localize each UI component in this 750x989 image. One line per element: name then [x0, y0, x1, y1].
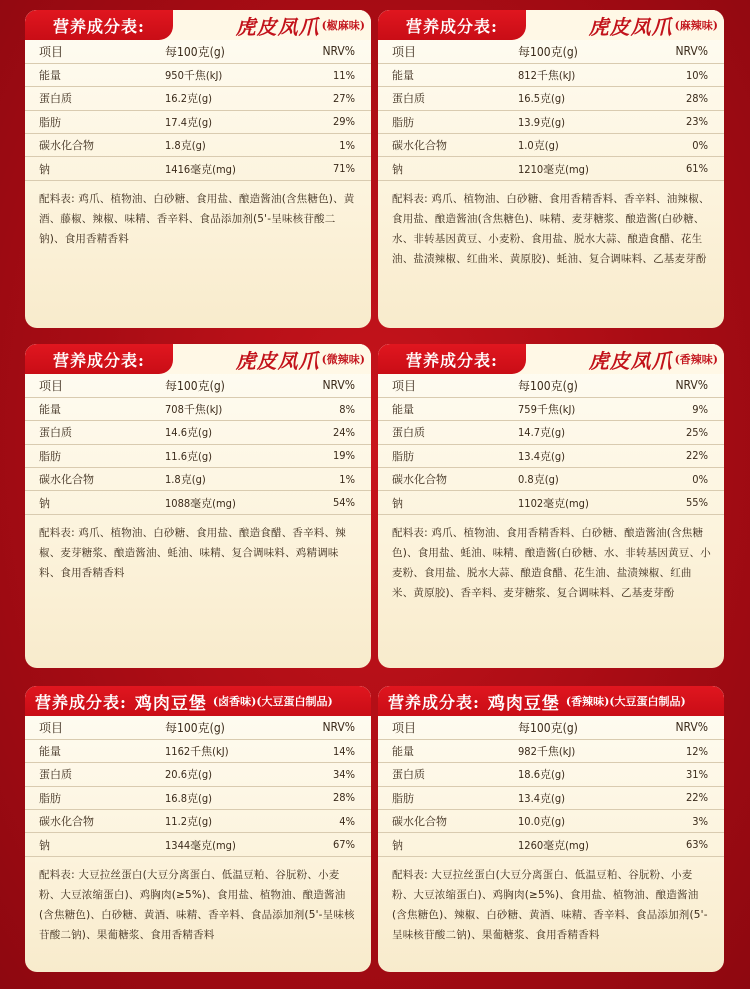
table-row: [378, 421, 724, 444]
nutrition-table: [378, 40, 724, 181]
row-value: 812千焦(kJ): [498, 63, 645, 86]
ingredients-label: 配料表:: [392, 868, 428, 881]
row-item: 碳水化合物: [378, 134, 498, 157]
table-row: [378, 491, 724, 514]
nutrition-card-5: [25, 686, 371, 972]
product-category: (大豆蛋白制品): [609, 695, 686, 708]
ingredients-text: 大豆拉丝蛋白(大豆分离蛋白、低温豆粕、谷朊粉、小麦粉、大豆浓缩蛋白)、鸡胸肉(≥5%)、食用盐、植物油、酿造酱油(含焦糖色)、辣椒、白砂糖、黄酒、味精、香辛料、食品添加剂(5'-呈味核苷酸二钠)、果葡糖浆、食用香精香料: [392, 868, 708, 941]
row-nrv: 67%: [292, 833, 371, 856]
table-row: [25, 833, 371, 856]
ingredients-text: 鸡爪、植物油、白砂糖、食用盐、酿造食醋、香辛料、辣椒、麦芽糖浆、酿造酱油、蚝油、味精、复合调味料、鸡精调味料、食用香精香料: [39, 526, 346, 579]
ingredients-label: 配料表:: [392, 526, 428, 539]
row-nrv: 0%: [645, 468, 724, 491]
table-row: [378, 87, 724, 110]
table-row: [378, 397, 724, 420]
row-item: 蛋白质: [25, 87, 145, 110]
row-value: 1210毫克(mg): [498, 157, 645, 180]
col-per100g: 每100克(g): [498, 374, 645, 397]
row-nrv: 28%: [645, 87, 724, 110]
row-item: 碳水化合物: [25, 134, 145, 157]
row-nrv: 22%: [645, 444, 724, 467]
col-per100g: 每100克(g): [498, 40, 645, 63]
row-value: 1088毫克(mg): [145, 491, 292, 514]
product-flavor: (椒麻味): [321, 19, 365, 32]
row-value: 18.6克(g): [498, 763, 645, 786]
table-header-row: [25, 40, 371, 63]
table-row: [378, 833, 724, 856]
col-item: 项目: [378, 40, 498, 63]
card-header: [378, 344, 724, 374]
header-label: 营养成分表:: [53, 350, 145, 370]
row-item: 蛋白质: [378, 421, 498, 444]
col-per100g: 每100克(g): [498, 716, 645, 739]
row-nrv: 19%: [292, 444, 371, 467]
table-row: [25, 397, 371, 420]
row-value: 759千焦(kJ): [498, 397, 645, 420]
row-nrv: 24%: [292, 421, 371, 444]
row-nrv: 0%: [645, 134, 724, 157]
ingredients-label: 配料表:: [39, 192, 75, 205]
row-nrv: 1%: [292, 468, 371, 491]
row-value: 1344毫克(mg): [145, 833, 292, 856]
table-row: [25, 491, 371, 514]
product-title: [579, 344, 718, 374]
nutrition-card-1: [25, 10, 371, 328]
row-nrv: 9%: [645, 397, 724, 420]
row-item: 脂肪: [25, 444, 145, 467]
row-value: 1.8克(g): [145, 468, 292, 491]
card-header: [25, 344, 371, 374]
table-row: [378, 444, 724, 467]
table-row: [378, 134, 724, 157]
row-nrv: 25%: [645, 421, 724, 444]
product-flavor: (香辣味): [565, 695, 610, 708]
table-header-row: [378, 40, 724, 63]
row-nrv: 11%: [292, 63, 371, 86]
table-row: [25, 444, 371, 467]
table-row: [378, 763, 724, 786]
col-nrv: NRV%: [645, 374, 724, 397]
row-nrv: 34%: [292, 763, 371, 786]
nutrition-card-3: [25, 344, 371, 668]
row-item: 钠: [378, 833, 498, 856]
row-item: 蛋白质: [378, 763, 498, 786]
ingredients-label: 配料表:: [39, 868, 75, 881]
table-row: [25, 157, 371, 180]
table-header-row: [378, 374, 724, 397]
header-label: 营养成分表:: [35, 692, 127, 712]
row-item: 碳水化合物: [378, 468, 498, 491]
product-title: [579, 10, 718, 40]
table-row: [378, 63, 724, 86]
row-item: 能量: [25, 397, 145, 420]
table-row: [25, 63, 371, 86]
table-row: [25, 810, 371, 833]
card-header: [25, 10, 371, 40]
row-value: 16.2克(g): [145, 87, 292, 110]
product-name: 虎皮凤爪: [588, 14, 673, 39]
row-value: 11.6克(g): [145, 444, 292, 467]
row-item: 碳水化合物: [25, 810, 145, 833]
table-header-row: [25, 716, 371, 739]
table-row: [25, 786, 371, 809]
row-value: 20.6克(g): [145, 763, 292, 786]
header-label-tab: [25, 10, 173, 40]
table-row: [378, 739, 724, 762]
table-row: [25, 421, 371, 444]
row-item: 能量: [378, 63, 498, 86]
row-nrv: 4%: [292, 810, 371, 833]
col-nrv: NRV%: [292, 716, 371, 739]
row-value: 13.4克(g): [498, 444, 645, 467]
product-name: 鸡肉豆堡: [134, 693, 207, 714]
row-value: 0.8克(g): [498, 468, 645, 491]
table-row: [25, 739, 371, 762]
table-row: [378, 468, 724, 491]
product-flavor: (卤香味): [212, 695, 257, 708]
header-label: 营养成分表:: [406, 350, 498, 370]
col-per100g: 每100克(g): [145, 374, 292, 397]
nutrition-card-6: [378, 686, 724, 972]
row-nrv: 8%: [292, 397, 371, 420]
table-row: [378, 110, 724, 133]
row-nrv: 54%: [292, 491, 371, 514]
card-header: [378, 10, 724, 40]
product-category: (大豆蛋白制品): [256, 695, 333, 708]
product-title: [226, 10, 365, 40]
row-item: 蛋白质: [378, 87, 498, 110]
col-nrv: NRV%: [645, 716, 724, 739]
card-header: [378, 686, 724, 716]
row-value: 1102毫克(mg): [498, 491, 645, 514]
col-item: 项目: [25, 374, 145, 397]
row-value: 10.0克(g): [498, 810, 645, 833]
product-name: 虎皮凤爪: [235, 14, 320, 39]
row-nrv: 14%: [292, 739, 371, 762]
row-item: 脂肪: [25, 786, 145, 809]
header-label-tab: [378, 686, 724, 716]
nutrition-table: [25, 374, 371, 515]
header-label-tab: [378, 344, 526, 374]
col-nrv: NRV%: [292, 374, 371, 397]
table-row: [378, 810, 724, 833]
row-item: 钠: [25, 833, 145, 856]
col-per100g: 每100克(g): [145, 40, 292, 63]
row-item: 蛋白质: [25, 421, 145, 444]
nutrition-table: [378, 716, 724, 857]
row-item: 能量: [25, 63, 145, 86]
row-item: 脂肪: [378, 786, 498, 809]
header-label-tab: [25, 686, 371, 716]
row-value: 11.2克(g): [145, 810, 292, 833]
col-item: 项目: [25, 40, 145, 63]
row-value: 1.0克(g): [498, 134, 645, 157]
nutrition-table: [378, 374, 724, 515]
row-value: 1162千焦(kJ): [145, 739, 292, 762]
ingredients: [378, 181, 724, 269]
row-value: 13.9克(g): [498, 110, 645, 133]
row-nrv: 71%: [292, 157, 371, 180]
row-item: 脂肪: [378, 444, 498, 467]
row-nrv: 63%: [645, 833, 724, 856]
row-value: 16.5克(g): [498, 87, 645, 110]
table-row: [25, 134, 371, 157]
row-value: 1260毫克(mg): [498, 833, 645, 856]
row-nrv: 23%: [645, 110, 724, 133]
ingredients: [378, 515, 724, 603]
header-label: 营养成分表:: [388, 692, 480, 712]
ingredients: [25, 515, 371, 583]
row-nrv: 29%: [292, 110, 371, 133]
row-item: 钠: [378, 157, 498, 180]
table-row: [378, 786, 724, 809]
product-title: [226, 344, 365, 374]
row-nrv: 55%: [645, 491, 724, 514]
row-value: 13.4克(g): [498, 786, 645, 809]
ingredients-text: 鸡爪、植物油、白砂糖、食用盐、酿造酱油(含焦糖色)、黄酒、藤椒、辣椒、味精、香辛料、食品添加剂(5'-呈味核苷酸二钠)、食用香精香料: [39, 192, 355, 245]
row-value: 1416毫克(mg): [145, 157, 292, 180]
row-item: 钠: [25, 157, 145, 180]
product-flavor: (微辣味): [321, 353, 365, 366]
product-flavor: (香辣味): [674, 353, 718, 366]
table-row: [25, 763, 371, 786]
product-flavor: (麻辣味): [674, 19, 718, 32]
ingredients: [378, 857, 724, 945]
row-item: 脂肪: [25, 110, 145, 133]
col-item: 项目: [378, 374, 498, 397]
nutrition-table: [25, 40, 371, 181]
col-per100g: 每100克(g): [145, 716, 292, 739]
row-value: 14.6克(g): [145, 421, 292, 444]
header-label-tab: [378, 10, 526, 40]
card-header: [25, 686, 371, 716]
row-nrv: 27%: [292, 87, 371, 110]
row-nrv: 1%: [292, 134, 371, 157]
header-label-tab: [25, 344, 173, 374]
ingredients-text: 大豆拉丝蛋白(大豆分离蛋白、低温豆粕、谷朊粉、小麦粉、大豆浓缩蛋白)、鸡胸肉(≥5%)、食用盐、植物油、酿造酱油(含焦糖色)、白砂糖、黄酒、味精、香辛料、食品添加剂(5'-呈味核苷酸二钠)、果葡糖浆、食用香精香料: [39, 868, 355, 941]
col-item: 项目: [25, 716, 145, 739]
row-value: 950千焦(kJ): [145, 63, 292, 86]
row-nrv: 22%: [645, 786, 724, 809]
nutrition-card-4: [378, 344, 724, 668]
row-nrv: 31%: [645, 763, 724, 786]
row-value: 16.8克(g): [145, 786, 292, 809]
row-item: 能量: [25, 739, 145, 762]
row-nrv: 61%: [645, 157, 724, 180]
table-header-row: [378, 716, 724, 739]
row-value: 982千焦(kJ): [498, 739, 645, 762]
table-row: [378, 157, 724, 180]
product-name: 鸡肉豆堡: [487, 693, 560, 714]
row-value: 14.7克(g): [498, 421, 645, 444]
row-nrv: 12%: [645, 739, 724, 762]
row-nrv: 10%: [645, 63, 724, 86]
row-item: 蛋白质: [25, 763, 145, 786]
header-label: 营养成分表:: [406, 16, 498, 36]
ingredients-label: 配料表:: [392, 192, 428, 205]
header-label: 营养成分表:: [53, 16, 145, 36]
row-item: 钠: [25, 491, 145, 514]
row-item: 碳水化合物: [378, 810, 498, 833]
row-item: 脂肪: [378, 110, 498, 133]
col-item: 项目: [378, 716, 498, 739]
table-header-row: [25, 374, 371, 397]
product-name: 虎皮凤爪: [235, 348, 320, 373]
row-value: 17.4克(g): [145, 110, 292, 133]
ingredients: [25, 857, 371, 945]
ingredients-label: 配料表:: [39, 526, 75, 539]
ingredients: [25, 181, 371, 249]
table-row: [25, 87, 371, 110]
ingredients-text: 鸡爪、植物油、食用香精香料、白砂糖、酿造酱油(含焦糖色)、食用盐、蚝油、味精、酿造酱(白砂糖、水、非转基因黄豆、小麦粉、食用盐、脱水大蒜、酿造食醋、花生油、盐渍辣椒、红曲米、黄原胶)、香辛料、麦芽糖浆、复合调味料、乙基麦芽酚: [392, 526, 711, 599]
ingredients-text: 鸡爪、植物油、白砂糖、食用香精香料、香辛料、油辣椒、食用盐、酿造酱油(含焦糖色)、味精、麦芽糖浆、酿造酱(白砂糖、水、非转基因黄豆、小麦粉、食用盐、脱水大蒜、酿造食醋、花生油、盐渍辣椒、红曲米、黄原胶)、蚝油、复合调味料、乙基麦芽酚: [392, 192, 710, 265]
row-item: 钠: [378, 491, 498, 514]
nutrition-table: [25, 716, 371, 857]
nutrition-card-2: [378, 10, 724, 328]
row-value: 708千焦(kJ): [145, 397, 292, 420]
table-row: [25, 468, 371, 491]
row-item: 能量: [378, 397, 498, 420]
row-item: 碳水化合物: [25, 468, 145, 491]
row-nrv: 3%: [645, 810, 724, 833]
row-nrv: 28%: [292, 786, 371, 809]
product-name: 虎皮凤爪: [588, 348, 673, 373]
table-row: [25, 110, 371, 133]
col-nrv: NRV%: [292, 40, 371, 63]
row-value: 1.8克(g): [145, 134, 292, 157]
col-nrv: NRV%: [645, 40, 724, 63]
row-item: 能量: [378, 739, 498, 762]
